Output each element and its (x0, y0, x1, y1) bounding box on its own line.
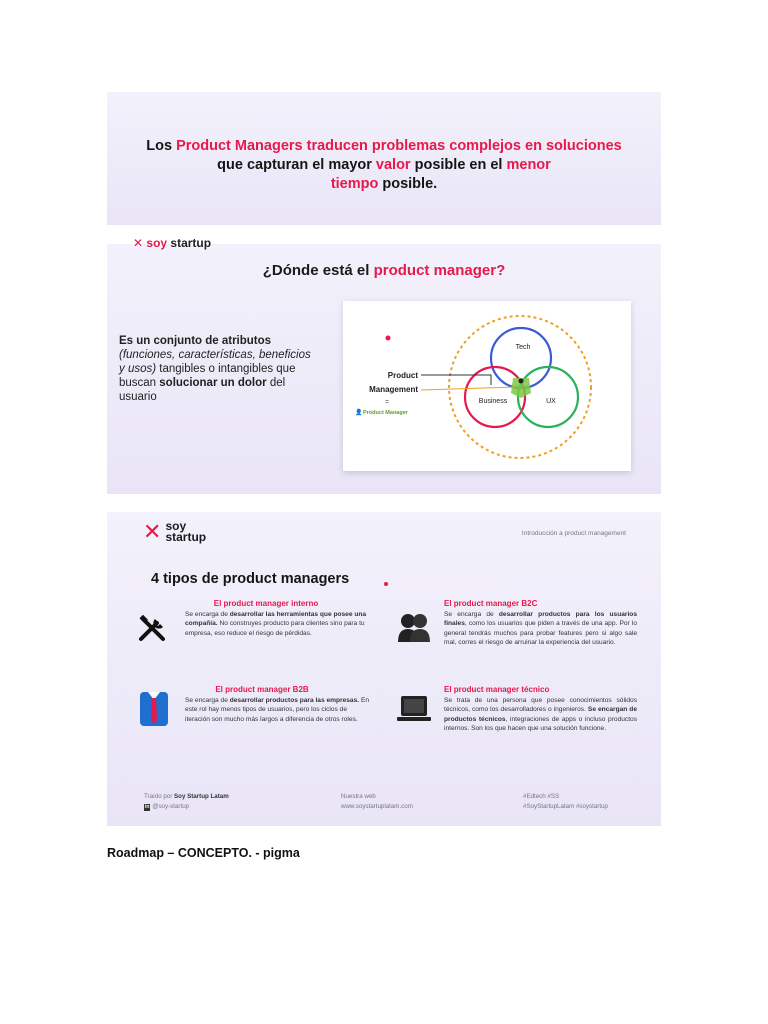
document-caption: Roadmap – CONCEPTO. - pigma (107, 846, 300, 860)
web-url-link[interactable]: www.soystartuplatam.com (341, 803, 413, 810)
venn-diagram-card (343, 301, 631, 471)
pm-text-run: , integraciones de apps o incluso productos internos. Son los que hacen que una solución funcione. (444, 715, 638, 733)
slide-quote (107, 92, 661, 225)
quote-text-run: que capturan el mayor (217, 157, 376, 173)
pm-type-b2b (185, 685, 369, 724)
logo-x-icon: ✕ (143, 519, 162, 544)
header-topic: Introducción a product management (521, 530, 626, 537)
tools-icon (137, 613, 169, 645)
quote-highlight: traducen problemas complejos en soluciones (306, 138, 622, 154)
pm-text-run: , como los usuarios que piden a través de una app. Por lo general tendrás muchos para probar features pero si algo sale mal, corres el riesgo de arruinar la experiencia del usuario. (444, 620, 637, 647)
red-dot (386, 336, 391, 341)
pointer-line-2 (421, 387, 515, 390)
pm-text-bold: desarrollar las herramientas que posee una compañía. (185, 611, 367, 628)
pointer-line-1 (421, 375, 491, 385)
user-icon: 👤 (355, 409, 363, 416)
pm-type-b2c (444, 599, 637, 648)
pm-text-run: No construyes producto para clientes sino para tu empresa, eso reduce el riesgo de pérdidas. (185, 620, 365, 637)
slide-pm-types (107, 512, 661, 826)
hashtags-1: #Edtech #SS (523, 793, 560, 800)
footer-web (341, 792, 413, 812)
quote-text-run: posible. (378, 176, 438, 192)
pm-type-text (185, 696, 369, 724)
quote-highlight: tiempo (330, 176, 379, 192)
pm-type-heading: El product manager B2B (215, 685, 309, 694)
slide-title: 4 tipos de product managers (151, 571, 350, 587)
linkedin-icon: in (145, 804, 150, 810)
logo: ✕ soy startup (133, 236, 212, 250)
quote-line-2 (107, 156, 661, 175)
business-label: Business (478, 398, 508, 405)
logo (143, 521, 206, 543)
product-manager-label: Product Manager (363, 410, 408, 416)
brought-by-prefix: Traído por (144, 793, 175, 800)
title-prefix: ¿Dónde está el (262, 262, 374, 279)
logo-text-soy: soy (146, 236, 168, 250)
laptop-icon (397, 694, 431, 724)
logo-text-startup: startup (165, 530, 207, 544)
definition-end: del usuario (119, 377, 286, 403)
pm-type-heading: El product manager B2C (444, 599, 538, 608)
pm-type-heading: El product manager interno (213, 599, 319, 608)
logo-text-startup: startup (170, 236, 212, 250)
venn-diagram (343, 301, 631, 471)
pm-type-internal (185, 599, 367, 638)
business-circle (465, 367, 525, 427)
ux-circle (518, 367, 578, 427)
product-label: Product (387, 371, 418, 380)
equals-label: = (384, 399, 390, 406)
definition-bold: Es un conjunto de atributos (119, 335, 272, 347)
business-suit-icon (138, 688, 170, 728)
brought-by-name: Soy Startup Latam (174, 793, 229, 800)
logo-text (165, 521, 206, 543)
slide-where-is-pm (107, 236, 661, 494)
quote-highlight: Product Managers (176, 138, 303, 154)
hashtags-2: #SoyStartupLatam #soystartup (523, 803, 608, 810)
quote-text-run: posible en el (410, 157, 507, 173)
users-icon (397, 610, 431, 644)
pm-text-run: Se encarga de (444, 611, 499, 618)
quote-text-run: Los (146, 138, 177, 154)
tech-label: Tech (515, 344, 531, 351)
definition-italic: (funciones, características, beneficios y usos) (119, 349, 311, 375)
quote-highlight: menor (506, 157, 551, 173)
quote-line-3 (107, 175, 661, 194)
pm-type-text (444, 696, 637, 734)
ux-label: UX (546, 398, 556, 405)
definition-bold-2: solucionar un dolor (159, 377, 267, 389)
management-label: Management (369, 385, 418, 394)
pm-text-run: En este rol hay menos tipos de usuarios, pero los ciclos de iteración son mucho más largos a diferencia de otros roles. (185, 697, 370, 723)
definition-text (119, 334, 314, 404)
title-highlight: product manager? (373, 262, 506, 279)
pm-text-bold: Se encargan de productos técnicos (444, 706, 637, 723)
web-label: Nuestra web (341, 793, 376, 800)
pm-type-technical (444, 685, 637, 734)
quote-highlight: valor (375, 157, 411, 173)
definition-plain: tangibles o intangibles que buscan (119, 363, 296, 389)
pm-text-bold: desarrollar productos para las empresas. (229, 697, 360, 704)
footer-tags (523, 792, 608, 812)
pm-text-run: Se trata de una persona que posee conocimientos sólidos técnicos, como los desarrolladores o ingenieros. (444, 697, 637, 714)
footer-brought-by (144, 792, 229, 812)
logo-text-soy: soy (165, 519, 187, 533)
slide-title (107, 262, 661, 279)
pm-text-bold: desarrollar productos para los usuarios finales (444, 611, 637, 628)
intersection-point (519, 379, 524, 384)
pm-type-text (444, 610, 637, 648)
linkedin-handle[interactable]: @soy-startup (152, 803, 190, 810)
pm-text-run: Se encarga de (185, 611, 230, 618)
accent-dot (384, 582, 388, 586)
quote-line-1 (107, 137, 661, 156)
pm-type-heading: El product manager técnico (444, 685, 550, 694)
pm-type-text (185, 610, 367, 638)
pm-text-run: Se encarga de (185, 697, 230, 704)
quote-text (107, 137, 661, 194)
